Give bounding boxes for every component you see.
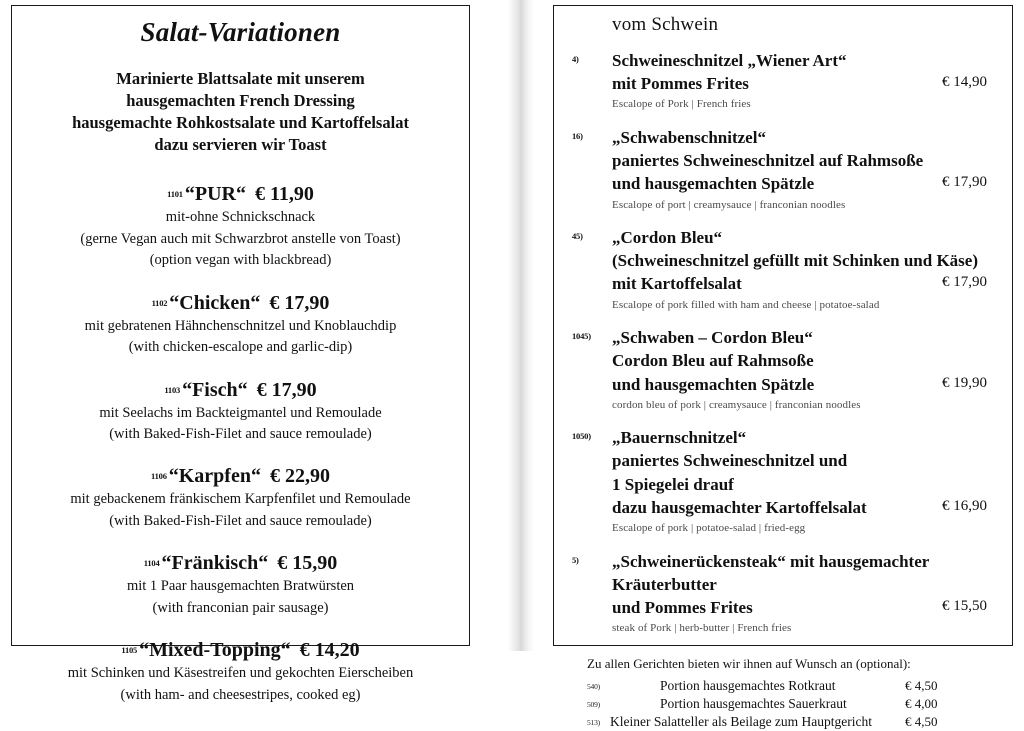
menu-item [554, 426, 1012, 535]
menu-item-number: 1105 [121, 645, 138, 656]
menu-item-description-de: mit Schinken und Käsestreifen und gekochten Eierscheiben [67, 665, 414, 682]
menu-item-line [612, 72, 1012, 95]
menu-item-line [612, 126, 1012, 149]
optional-side-label: Kleiner Salatteller als Beilage zum Hauptgericht [610, 713, 873, 729]
salad-intro-line: hausgemachte Rohkostsalate und Kartoffelsalat [72, 112, 409, 132]
menu-item-name: “Chicken“ [169, 291, 261, 314]
menu-item-number: 45) [572, 230, 583, 241]
menu-item-price: € 16,90 [942, 498, 987, 515]
menu-item-line [612, 349, 1012, 372]
menu-item-line-text: Kräuterbutter [612, 574, 717, 594]
menu-item-price: € 22,90 [269, 465, 330, 488]
pork-section-title: vom Schwein [612, 14, 719, 35]
salad-intro-text [34, 68, 447, 156]
menu-item-line-text: mit Pommes Frites [612, 74, 749, 94]
menu-item [12, 292, 469, 358]
menu-item-heading [12, 465, 469, 488]
menu-item-price: € 15,90 [277, 552, 338, 575]
menu-item-price: € 14,20 [299, 639, 360, 662]
menu-item-description-de: mit 1 Paar hausgemachten Bratwürsten [126, 578, 355, 595]
menu-item [554, 550, 1012, 636]
menu-item-description-en: (option vegan with blackbread) [149, 252, 332, 269]
menu-item-description-de: mit-ohne Schnickschnack [165, 209, 316, 226]
menu-item-description-de: mit Seelachs im Backteigmantel und Remoulade [99, 404, 382, 421]
menu-item-number: 1045) [572, 331, 591, 342]
menu-item-line-text: „Cordon Bleu“ [612, 227, 723, 247]
menu-item-line-text: und hausgemachten Spätzle [612, 374, 815, 394]
menu-item-name: “Karpfen“ [168, 465, 261, 488]
menu-page-right [553, 5, 1013, 729]
menu-item-subtitle-en: cordon bleu of pork | creamysauce | franconian noodles [612, 398, 861, 411]
menu-item-price: € 11,90 [254, 183, 314, 206]
menu-item [12, 379, 469, 445]
menu-item-name: “Fränkisch“ [161, 552, 269, 575]
menu-item-name: “Fisch“ [182, 378, 248, 401]
menu-item-number: 1103 [164, 384, 181, 395]
menu-item-line-text: und hausgemachten Spätzle [612, 174, 815, 194]
menu-item [12, 183, 469, 270]
menu-item-number: 4) [572, 53, 579, 64]
menu-item-number: 5) [572, 554, 579, 565]
menu-item-number: 1104 [143, 558, 160, 569]
optional-side-row [587, 676, 1012, 694]
menu-item-line-text: dazu hausgemachter Kartoffelsalat [612, 498, 867, 518]
salad-section-title: Salat-Variationen [140, 17, 341, 47]
optional-side-number: 509) [587, 699, 600, 709]
menu-item-line-text: paniertes Schweineschnitzel und [612, 451, 848, 471]
menu-item-subtitle-en: Escalope of port | creamysauce | franconian noodles [612, 198, 846, 211]
menu-item [12, 639, 469, 705]
menu-item-line [612, 49, 1012, 72]
menu-item-heading [12, 552, 469, 575]
menu-item-line-text: „Schweinerückensteak“ mit hausgemachter [612, 551, 930, 571]
menu-item-description-extra: (gerne Vegan auch mit Schwarzbrot anstelle von Toast) [80, 230, 401, 247]
menu-item-line [612, 172, 1012, 195]
menu-item-number: 1102 [151, 297, 168, 308]
menu-item-subtitle-en: Escalope of pork | potatoe-salad | fried-egg [612, 522, 806, 535]
optional-sides-section [554, 656, 1012, 730]
optional-side-label: Portion hausgemachtes Rotkraut [660, 677, 836, 693]
menu-item-description-en: (with Baked-Fish-Filet and sauce remoulade) [109, 425, 372, 442]
menu-item [554, 326, 1012, 412]
menu-item-line-text: und Pommes Frites [612, 598, 753, 618]
menu-item-description-en: (with chicken-escalope and garlic-dip) [128, 339, 353, 356]
menu-item-number: 16) [572, 130, 583, 141]
optional-side-row [587, 712, 1012, 730]
menu-item-line [612, 573, 1012, 596]
menu-item-name: “PUR“ [184, 183, 246, 206]
menu-item [554, 126, 1012, 212]
menu-item-name: “Mixed-Topping“ [139, 639, 291, 662]
menu-item-heading [12, 379, 469, 402]
menu-item-line [612, 326, 1012, 349]
optional-side-number: 513) [587, 717, 600, 727]
menu-item-price: € 17,90 [269, 291, 330, 314]
menu-item-line [612, 473, 1012, 496]
menu-item-line [612, 596, 1012, 619]
menu-item-line-text: „Schwabenschnitzel“ [612, 127, 766, 147]
optional-side-price: € 4,00 [905, 695, 938, 711]
menu-item-price: € 19,90 [942, 374, 987, 391]
menu-item-subtitle-en: Escalope of pork filled with ham and cheese | potatoe-salad [612, 298, 880, 311]
menu-item-line [612, 149, 1012, 172]
menu-item-price: € 17,90 [942, 274, 987, 291]
menu-item-heading [12, 639, 469, 662]
menu-item-price: € 15,50 [942, 598, 987, 615]
menu-item-description-en: (with Baked-Fish-Filet and sauce remoulade) [109, 512, 372, 529]
menu-item-line [612, 226, 1012, 249]
menu-item-line [612, 496, 1012, 519]
menu-item-line-text: 1 Spiegelei drauf [612, 474, 734, 494]
salad-intro-line: dazu servieren wir Toast [154, 134, 327, 154]
menu-item [554, 226, 1012, 312]
menu-item-line-text: mit Kartoffelsalat [612, 274, 742, 294]
menu-item-line [612, 550, 1012, 573]
menu-item-price: € 17,90 [256, 378, 317, 401]
menu-item-subtitle-en: steak of Pork | herb-butter | French fries [612, 622, 792, 635]
menu-item-line-text: „Bauernschnitzel“ [612, 428, 747, 448]
menu-item-number: 1106 [151, 471, 167, 482]
menu-item-price: € 14,90 [942, 74, 987, 91]
menu-item [554, 49, 1012, 112]
optional-sides-heading: Zu allen Gerichten bieten wir ihnen auf Wunsch an (optional): [587, 655, 911, 671]
optional-side-number: 540) [587, 681, 600, 691]
menu-item [12, 465, 469, 531]
menu-item-subtitle-en: Escalope of Pork | French fries [612, 98, 751, 111]
menu-item-description-en: (with franconian pair sausage) [152, 599, 329, 616]
optional-side-row [587, 694, 1012, 712]
page-gutter-divider [508, 0, 534, 651]
menu-item-line [612, 426, 1012, 449]
menu-item-line [612, 373, 1012, 396]
salad-intro-line: Marinierte Blattsalate mit unserem [116, 68, 365, 88]
menu-item [12, 552, 469, 618]
menu-item-description-en: (with ham- and cheesestripes, cooked eg) [120, 686, 361, 703]
menu-item-line-text: Schweineschnitzel „Wiener Art“ [612, 50, 847, 70]
menu-item-heading [12, 292, 469, 315]
menu-item-heading [12, 183, 469, 206]
optional-side-price: € 4,50 [905, 677, 938, 693]
menu-item-price: € 17,90 [942, 174, 987, 191]
menu-item-number: 1101 [167, 189, 183, 200]
menu-item-line-text: (Schweineschnitzel gefüllt mit Schinken und Käse) [612, 251, 978, 271]
menu-item-line-text: „Schwaben – Cordon Bleu“ [612, 328, 813, 348]
optional-side-price: € 4,50 [905, 713, 938, 729]
menu-item-line-text: paniertes Schweineschnitzel auf Rahmsoße [612, 151, 924, 171]
menu-item-line-text: Cordon Bleu auf Rahmsoße [612, 351, 814, 371]
menu-item-number: 1050) [572, 431, 591, 442]
menu-item-line [612, 449, 1012, 472]
menu-item-description-de: mit gebackenem fränkischem Karpfenfilet und Remoulade [70, 491, 411, 508]
menu-page-left [11, 5, 470, 703]
salad-intro-line: hausgemachten French Dressing [126, 90, 355, 110]
menu-item-line [612, 249, 1012, 272]
menu-item-description-de: mit gebratenen Hähnchenschnitzel und Knoblauchdip [84, 317, 397, 334]
optional-side-label: Portion hausgemachtes Sauerkraut [660, 695, 847, 711]
menu-item-line [612, 272, 1012, 295]
